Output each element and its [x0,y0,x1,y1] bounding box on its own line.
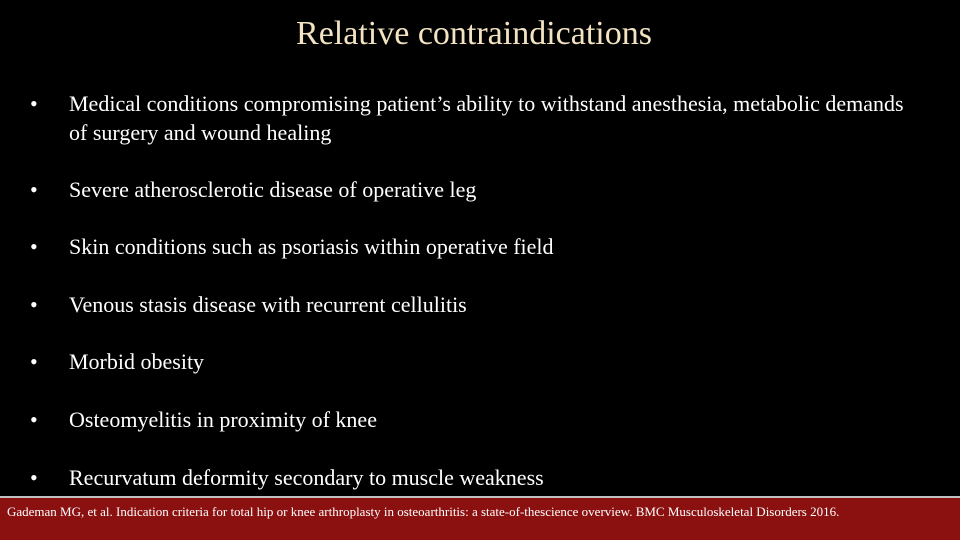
bullet-icon: • [30,91,38,116]
bullet-icon: • [30,407,38,432]
citation-text: Gademan MG, et al. Indication criteria for total hip or knee arthroplasty in osteoarthritis: a state-of-thescience overview. BMC Musculoskeletal Disorders 2016. [7,504,840,519]
bullet-icon: • [30,234,38,259]
bullet-icon: • [30,292,38,317]
bullet-text: Skin conditions such as psoriasis within operative field [69,234,554,259]
bullet-icon: • [30,349,38,374]
bullet-text: Venous stasis disease with recurrent cellulitis [69,292,467,317]
citation-bar [0,496,960,540]
bullet-icon: • [30,465,38,490]
bullet-text: Recurvatum deformity secondary to muscle weakness [69,465,544,490]
bullet-text: Morbid obesity [69,349,205,374]
bullet-icon: • [30,177,38,202]
bullet-text: Severe atherosclerotic disease of operative leg [69,177,477,202]
bullet-text: Medical conditions compromising patient’s ability to withstand anesthesia, metabolic demands of surgery and wound healing [69,91,904,145]
slide-title: Relative contraindications [296,15,652,52]
bullet-text: Osteomyelitis in proximity of knee [69,407,377,432]
